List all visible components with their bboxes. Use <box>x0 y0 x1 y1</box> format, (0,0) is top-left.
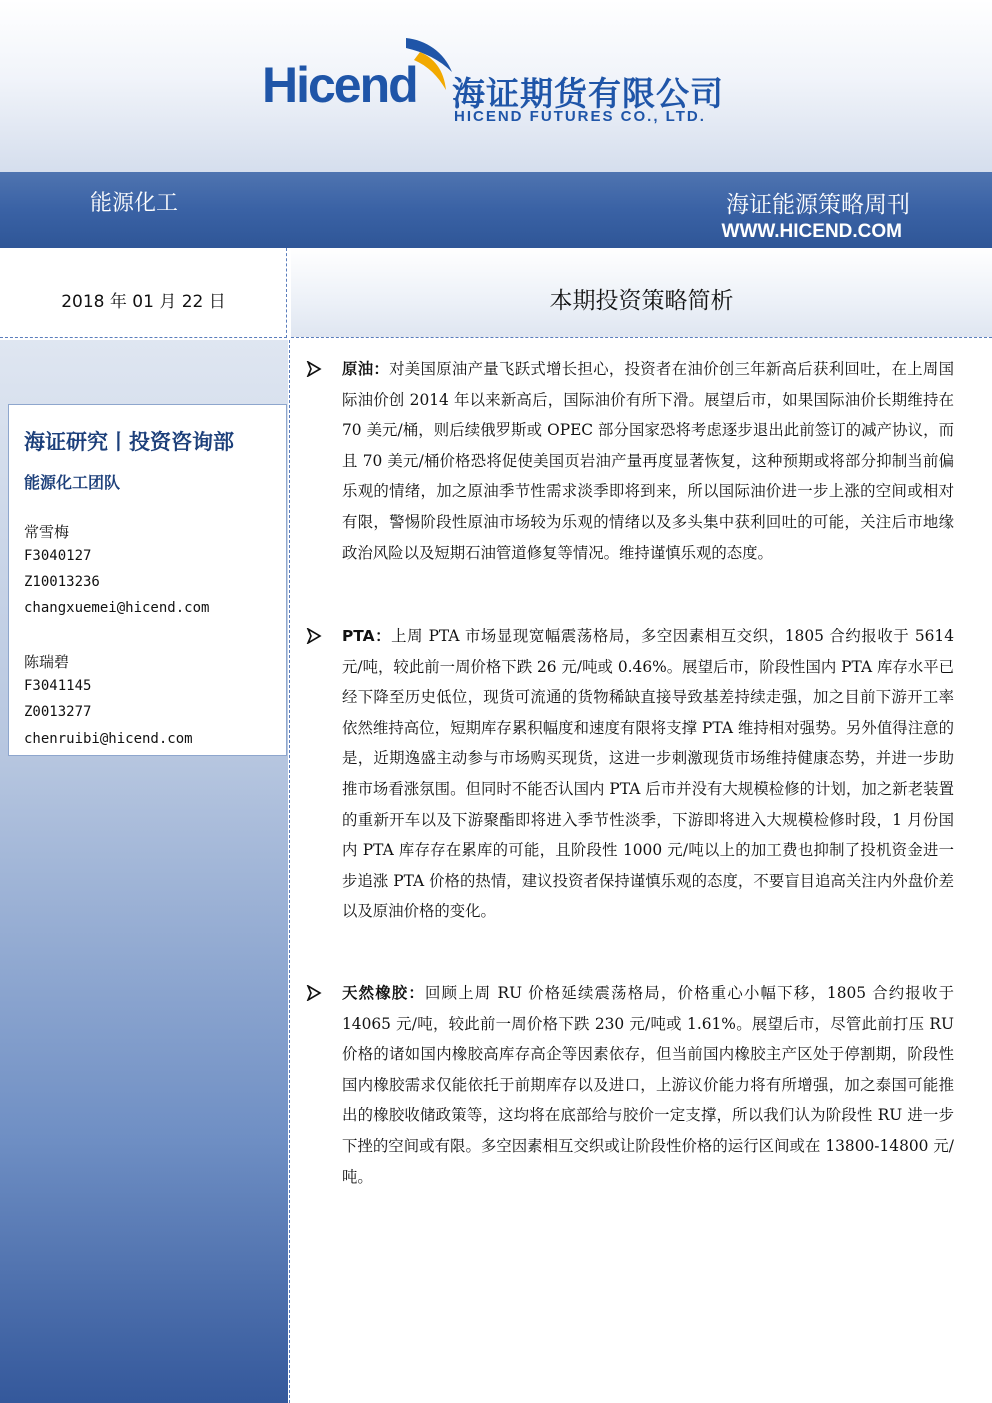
analyst-license-id: F3040127 <box>24 548 92 564</box>
section-label: 能源化工 <box>90 191 179 216</box>
section-text-rubber: 回顾上周 RU 价格延续震荡格局，价格重心小幅下移，1805 合约报收于 14065 元/吨，较此前一周价格下跌 230 元/吨或 1.61%。展望后市，尽管此前打压 RU 价格的诸如国内橡胶高库存高企等因素依存，但当前国内橡胶主产区处于停割期，阶段性国内橡胶需求仅能依托于前期库存以及进口，上游议价能力将有所增强，加之泰国可能推出的橡胶收储政策等，这均将在底部给与胶价一定支撑，所以我们认为阶段性 RU 进一步下挫的空间或有限。多空因素相互交织或让阶段性价格的运行区间或在 13800-14800 元/吨。 <box>342 984 954 1186</box>
department-name: 海证研究丨投资咨询部 <box>24 430 234 454</box>
team-name: 能源化工团队 <box>24 473 121 492</box>
section-label-crude: 原油： <box>342 360 390 378</box>
arrow-bullet-icon <box>306 985 322 1004</box>
arrow-bullet-icon <box>306 361 322 380</box>
analyst-email[interactable]: chenruibi@hicend.com <box>24 731 193 747</box>
analyst-consult-id: Z0013277 <box>24 704 92 720</box>
analyst-consult-id: Z10013236 <box>24 574 100 590</box>
section-text-pta: 上周 PTA 市场显现宽幅震荡格局，多空因素相互交织，1805 合约报收于 5614 元/吨，较此前一周价格下跌 26 元/吨或 0.46%。展望后市，阶段性国内 PTA 库存水平已经下降至历史低位，现货可流通的货物稀缺直接导致基差持续走强，加之目前下游开工率依然维持高位，短期库存累积幅度和速度有限将支撑 PTA 维持相对强势。另外值得注意的是，近期逸盛主动参与市场购买现货，这进一步刺激现货市场维持健康态势，并进一步助推市场看涨氛围。但同时不能否认国内 PTA 后市并没有大规模检修的计划，加之新老装置的重新开车以及下游聚酯即将进入季节性淡季，下游即将进入大规模检修时段，1 月份国内 PTA 库存存在累库的可能，且阶段性 1000 元/吨以上的加工费也抑制了投机资金进一步追涨 PTA 价格的热情，建议投资者保持谨慎乐观的态度，不要盲目追高关注内外盘价差以及原油价格的变化。 <box>342 627 954 921</box>
column-divider <box>289 340 290 1403</box>
analyst-name: 常雪梅 <box>24 523 70 541</box>
website-url[interactable]: WWW.HICEND.COM <box>721 221 902 242</box>
section-label-pta: PTA： <box>342 627 392 645</box>
publication-title: 海证能源策略周刊 <box>726 192 910 218</box>
report-date: 2018 年 01 月 22 日 <box>61 292 226 312</box>
page-heading: 本期投资策略简析 <box>549 288 734 314</box>
logo-company-name-cn: 海证期货有限公司 <box>452 74 724 113</box>
logo-company-name-en: HICEND FUTURES CO., LTD. <box>454 108 706 125</box>
section-text-crude: 对美国原油产量飞跃式增长担心，投资者在油价创三年新高后获利回吐，在上周国际油价创 2014 年以来新高后，国际油价有所下滑。展望后市，如果国际油价长期维持在 70 美元/桶，则后续俄罗斯或 OPEC 部分国家恐将考虑逐步退出此前签订的减产协议，而且 70 美元/桶价格恐将促使美国页岩油产量再度显著恢复，这种预期或将部分抑制当前偏乐观的情绪，加之原油季节性需求淡季即将到来，所以国际油价进一步上涨的空间或相对有限，警惕阶段性原油市场较为乐观的情绪以及多头集中获利回吐的可能，关注后市地缘政治风险以及短期石油管道修复等情况。维持谨慎乐观的态度。 <box>342 360 954 562</box>
analyst-name: 陈瑞碧 <box>24 653 70 671</box>
arrow-bullet-icon <box>306 628 322 647</box>
crude-oil-section <box>342 354 954 568</box>
rubber-section <box>342 978 954 1192</box>
analyst-email[interactable]: changxuemei@hicend.com <box>24 600 210 616</box>
analyst-license-id: F3041145 <box>24 678 92 694</box>
company-logo <box>262 30 732 130</box>
pta-section <box>342 621 954 927</box>
section-label-rubber: 天然橡胶： <box>342 984 425 1002</box>
logo-wordmark: Hicend <box>262 57 417 113</box>
